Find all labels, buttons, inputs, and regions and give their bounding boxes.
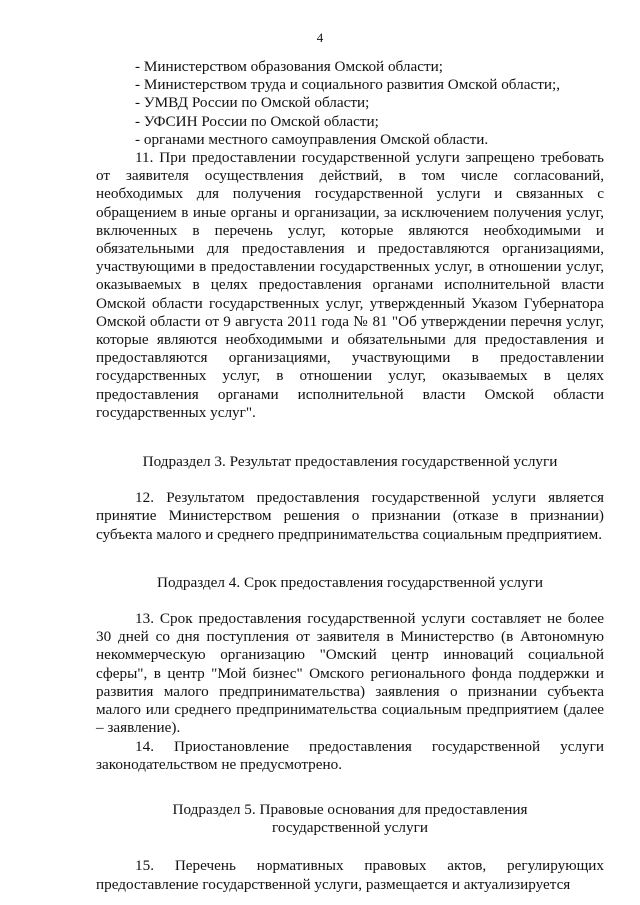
document-body xyxy=(96,58,604,894)
list-item: - УМВД России по Омской области; xyxy=(135,94,370,112)
paragraph-15: 15. Перечень нормативных правовых актов, регулирующих предоставление государственной услуги, размещается и актуализируется xyxy=(96,857,604,893)
list-item: - органами местного самоуправления Омской области. xyxy=(135,130,489,148)
subsection-3-heading: Подраздел 3. Результат предоставления государственной услуги xyxy=(142,453,558,471)
paragraph-14: 14. Приостановление предоставления государственной услуги законодательством не предусмотрено. xyxy=(96,737,604,773)
list-item: - УФСИН России по Омской области; xyxy=(135,112,379,130)
page-number: 4 xyxy=(316,30,324,45)
list-item: - Министерством образования Омской области; xyxy=(135,58,443,75)
paragraph-11: 11. При предоставлении государственной услуги запрещено требовать от заявителя осуществления действий, в том числе согласований, необходимых для получения государственной услуги и связанных с обращением в иные органы и организации, за исключением получения услуг, включенных в перечень услуг, которые являются необходимыми и обязательными для предоставления и предоставляются организациями, участвующими в предоставлении государственных услуг, в отношении услуг, оказываемых в целях предоставления органами исполнительной власти Омской области государственных услуг, утвержденный Указом Губернатора Омской области от 9 августа 2011 года № 81 "Об утверждении перечня услуг, которые являются необходимыми и обязательными для предоставления и предоставляются организациями, участвующими в предоставлении государственных услуг, в отношении услуг, оказываемых в целях предоставления органами исполнительной власти Омской области государственных услуг". xyxy=(96,149,604,421)
paragraph-12: 12. Результатом предоставления государственной услуги является принятие Министерством решения о признании (отказе в признании) субъекта малого и среднего предпринимательства социальным предприятием. xyxy=(96,489,604,543)
list-item: - Министерством труда и социального развития Омской области;, xyxy=(135,76,560,94)
subsection-5-heading: Подраздел 5. Правовые основания для предоставления государственной услуги xyxy=(172,800,528,837)
subsection-4-heading: Подраздел 4. Срок предоставления государственной услуги xyxy=(157,573,543,591)
agency-list xyxy=(96,58,604,149)
paragraph-13: 13. Срок предоставления государственной услуги составляет не более 30 дней со дня поступления от заявителя в Министерство (в Автономную некоммерческую организацию "Омский центр инноваций социальной сферы", в центр "Мой бизнес" Омского регионального фонда поддержки и развития малого предпринимательства) заявления о признании субъекта малого или среднего предпринимательства социальным предприятием (далее – заявление). xyxy=(96,610,604,737)
